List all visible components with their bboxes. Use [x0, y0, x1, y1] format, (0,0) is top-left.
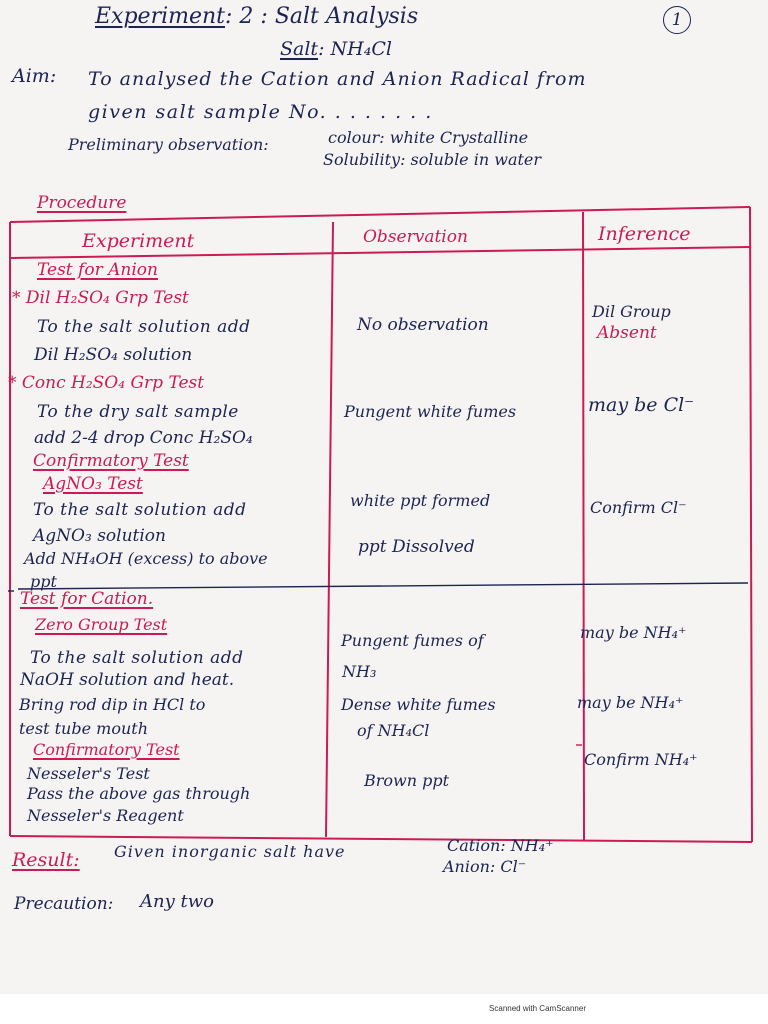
anion-confirmatory-heading: Confirmatory Test: [33, 451, 189, 471]
aim-line-1: To analysed the Cation and Anion Radical from: [88, 68, 587, 90]
preliminary-label: Preliminary observation:: [68, 135, 269, 154]
procedure-heading: Procedure: [37, 193, 127, 213]
precaution-label: Precaution:: [14, 894, 114, 914]
zero-step-1: To the salt solution add: [30, 648, 244, 668]
zero-observation-2: NH₃: [342, 662, 377, 681]
nessler-test-title: Nesseler's Test: [27, 764, 150, 783]
conc-inference: may be Cl⁻: [588, 394, 695, 416]
column-divider-1: [326, 222, 333, 837]
conc-test-title: * Conc H₂SO₄ Grp Test: [8, 373, 205, 393]
agno3-step-3: Add NH₄OH (excess) to above: [24, 549, 268, 568]
result-anion: Anion: Cl⁻: [443, 857, 527, 876]
precaution-text: Any two: [140, 891, 214, 912]
conc-step-2: add 2-4 drop Conc H₂SO₄: [34, 428, 253, 448]
rod-inference: may be NH₄⁺: [577, 693, 684, 712]
cation-confirmatory-heading: Confirmatory Test: [33, 740, 180, 759]
rod-observation-2: of NH₄Cl: [357, 721, 430, 740]
dil-test-title: * Dil H₂SO₄ Grp Test: [12, 288, 189, 308]
result-cation: Cation: NH₄⁺: [447, 836, 554, 855]
nessler-step-2: Nesseler's Reagent: [27, 806, 184, 825]
aim-label: Aim:: [12, 65, 57, 87]
scanner-watermark: Scanned with CamScanner: [489, 1004, 586, 1013]
nessler-inference: Confirm NH₄⁺: [584, 750, 698, 769]
salt-line: Salt: NH₄Cl: [280, 38, 392, 60]
conc-observation: Pungent white fumes: [344, 402, 517, 421]
agno3-step-1: To the salt solution add: [33, 500, 247, 520]
table-right-border: [750, 207, 752, 842]
zero-step-2: NaOH solution and heat.: [20, 670, 235, 690]
dil-step-2: Dil H₂SO₄ solution: [34, 345, 193, 365]
aim-line-2: given salt sample No. . . . . . . .: [88, 101, 433, 123]
rod-observation-1: Dense white fumes: [341, 695, 496, 714]
nessler-step-1: Pass the above gas through: [27, 784, 251, 803]
header-experiment: Experiment: [82, 230, 195, 252]
zero-inference: may be NH₄⁺: [580, 623, 687, 642]
anion-heading: Test for Anion: [37, 260, 158, 280]
preliminary-colour: colour: white Crystalline: [328, 128, 529, 147]
agno3-test-title: AgNO₃ Test: [43, 474, 143, 494]
conc-step-1: To the dry salt sample: [37, 402, 239, 422]
result-label: Result:: [12, 849, 80, 871]
rod-step-2: test tube mouth: [19, 719, 148, 738]
result-text: Given inorganic salt have: [114, 842, 346, 861]
agno3-step-4: ppt: [30, 572, 57, 591]
page-number: 1: [663, 6, 691, 34]
agno3-inference: Confirm Cl⁻: [590, 498, 687, 517]
cation-heading: Test for Cation.: [20, 589, 154, 609]
scanner-footer: [0, 994, 768, 1024]
preliminary-solubility: Solubility: soluble in water: [323, 150, 542, 169]
dil-step-1: To the salt solution add: [37, 317, 251, 337]
title: Experiment: 2 : Salt Analysis: [95, 4, 419, 29]
header-inference: Inference: [598, 223, 691, 245]
zero-observation-1: Pungent fumes of: [341, 631, 484, 650]
rod-step-1: Bring rod dip in HCl to: [19, 695, 206, 714]
dil-observation: No observation: [357, 315, 489, 335]
agno3-observation-2: ppt Dissolved: [358, 537, 475, 557]
zero-group-title: Zero Group Test: [35, 615, 168, 634]
header-observation: Observation: [363, 227, 468, 247]
dil-inference-2: Absent: [597, 323, 657, 343]
dil-inference-1: Dil Group: [592, 302, 671, 321]
nessler-observation: Brown ppt: [364, 771, 450, 790]
agno3-observation-1: white ppt formed: [350, 491, 491, 510]
agno3-step-2: AgNO₃ solution: [33, 526, 166, 546]
column-divider-2: [583, 212, 584, 840]
